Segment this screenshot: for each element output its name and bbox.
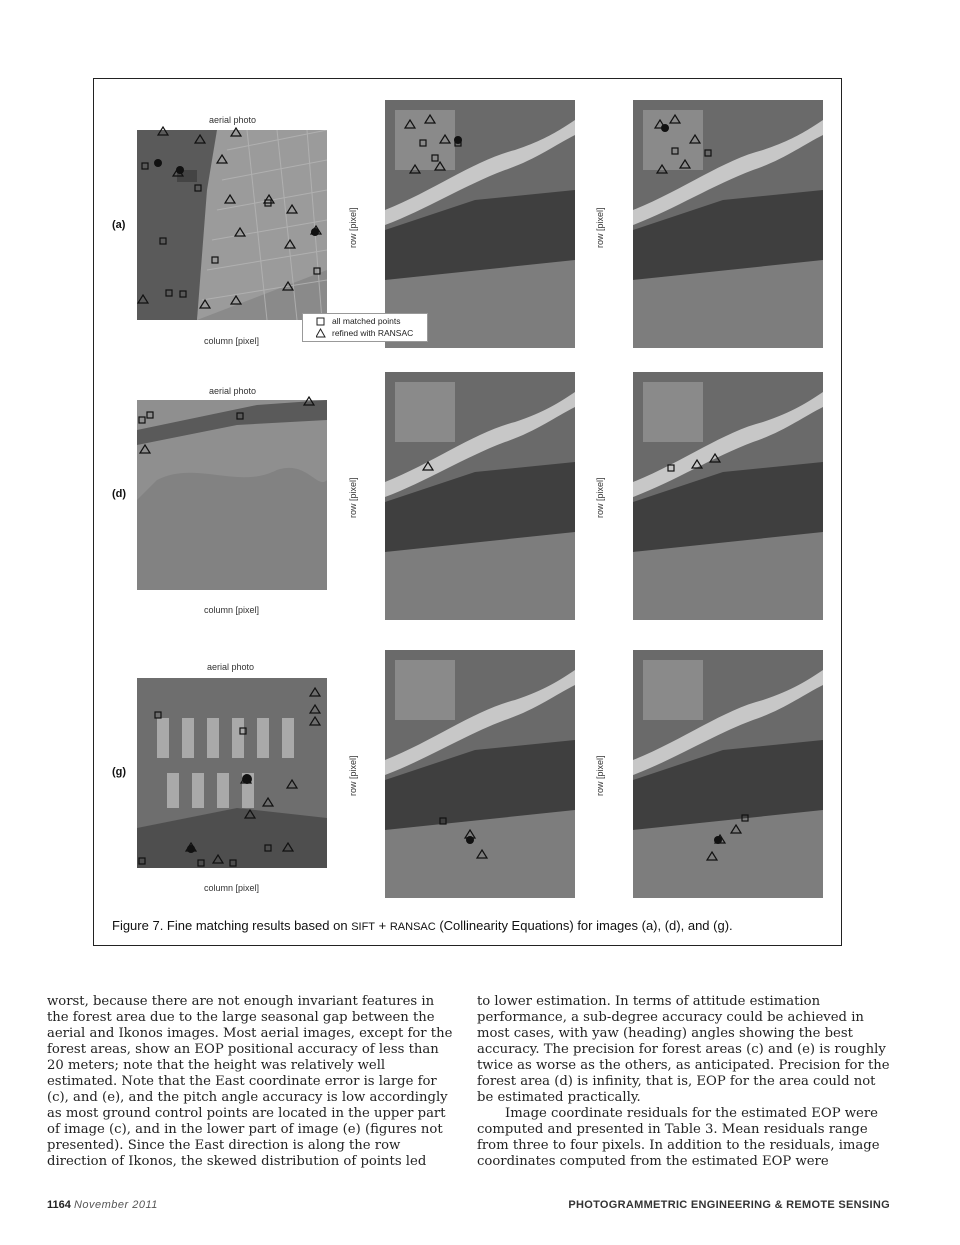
triangle-marker-icon [138,295,148,303]
triangle-marker-icon [477,850,487,858]
triangle-marker-icon [235,228,245,236]
triangle-marker-icon [670,115,680,123]
square-marker-icon [240,728,246,734]
point-cluster [187,845,195,853]
triangle-marker-icon [710,454,720,462]
point-cluster [242,774,252,784]
caption-suffix: (Collinearity Equations) for images (a), (d), and (g). [435,918,733,933]
triangle-marker-icon [310,717,320,725]
figure-caption [112,918,733,933]
square-marker-icon [139,417,145,423]
point-cluster [454,136,462,144]
caption-prefix: Figure 7. Fine matching results based on [112,918,352,933]
triangle-marker-icon [690,135,700,143]
point-cluster [466,836,474,844]
triangle-marker-icon [425,115,435,123]
body-paragraph: worst, because there are not enough invariant features in the forest area due to the large seasonal gap between the aerial and Ikonos images. Most aerial images, except for the forest areas, show an EOP positional accuracy of less than 20 meters; note that the height was relatively well estimated. Note that the East coordinate error is large for (c), and (e), and the pitch angle accuracy is low accordingly as most ground control points are located in the upper part of image (c), and in the lower part of image (e) (figures not presented). Since the East direction is along the row direction of Ikonos, the skewed distribution of points led [47,994,453,1169]
triangle-marker-icon [195,135,205,143]
triangle-marker-icon [410,165,420,173]
aerial-title-g: aerial photo [207,662,255,672]
triangle-marker-icon [405,120,415,128]
square-marker-icon [212,257,218,263]
triangle-marker-icon [285,240,295,248]
triangle-marker-icon [231,296,241,304]
square-marker-icon [139,858,145,864]
triangle-marker-icon [287,780,297,788]
row-label-g2: row [pixel] [595,755,605,796]
square-marker-icon [195,185,201,191]
row-label-d1: row [pixel] [348,477,358,518]
square-marker-icon [440,818,446,824]
point-cluster [311,228,319,236]
point-cluster [714,836,722,844]
square-marker-icon [147,412,153,418]
triangle-marker-icon [200,300,210,308]
triangle-marker-icon [158,127,168,135]
square-marker-icon [420,140,426,146]
body-paragraph: Image coordinate residuals for the estimated EOP were computed and presented in Table 3. Mean residuals range from three to four pixels. In addition to the residuals, image coordinates computed from the estimated EOP were [477,1106,880,1169]
square-marker-icon [237,413,243,419]
triangle-marker-icon [231,128,241,136]
square-marker-icon [314,268,320,274]
row-label-a2: row [pixel] [595,207,605,248]
triangle-marker-icon [440,135,450,143]
triangle-marker-icon [707,852,717,860]
triangle-marker-icon [245,810,255,818]
column-label-g: column [pixel] [204,883,260,893]
footer-page-info [47,1199,158,1211]
square-marker-icon [668,465,674,471]
triangle-marker-icon [225,195,235,203]
triangle-marker-icon [263,798,273,806]
body-left-column [47,994,459,1170]
point-cluster [176,166,184,174]
caption-plus: + [375,918,390,933]
triangle-marker-icon [310,688,320,696]
caption-ransac: RANSAC [389,921,436,933]
triangle-marker-icon [287,205,297,213]
triangle-marker-icon [731,825,741,833]
triangle-marker-icon [283,843,293,851]
panel-letter-g: (g) [112,766,127,778]
square-marker-icon [265,845,271,851]
legend-triangle-label: refined with RANSAC [332,328,414,338]
point-cluster [154,159,162,167]
square-marker-icon [230,860,236,866]
panel-letter-a: (a) [112,219,126,231]
triangle-marker-icon [435,162,445,170]
triangle-marker-icon [680,160,690,168]
caption-sift: SIFT [351,921,376,933]
triangle-marker-icon [213,855,223,863]
issue-date: November 2011 [73,1199,158,1211]
triangle-marker-icon [283,282,293,290]
square-marker-icon [180,291,186,297]
square-marker-icon [705,150,711,156]
triangle-marker-icon [692,460,702,468]
aerial-title-d: aerial photo [209,386,257,396]
column-label-a: column [pixel] [204,336,260,346]
panel-letter-d: (d) [112,488,127,500]
triangle-marker-icon [217,155,227,163]
triangle-marker-icon [657,165,667,173]
square-marker-icon [742,815,748,821]
square-marker-icon [142,163,148,169]
square-marker-icon [160,238,166,244]
triangle-marker-icon [304,397,314,405]
square-marker-icon [155,712,161,718]
triangle-marker-icon [140,445,150,453]
legend-square-label: all matched points [332,316,401,326]
journal-name: PHOTOGRAMMETRIC ENGINEERING & REMOTE SENSING [568,1199,890,1211]
row-label-g1: row [pixel] [348,755,358,796]
point-cluster [661,124,669,132]
aerial-title-a: aerial photo [209,115,257,125]
row-label-a1: row [pixel] [348,207,358,248]
square-marker-icon [166,290,172,296]
square-marker-icon [672,148,678,154]
triangle-marker-icon [310,705,320,713]
triangle-marker-icon [423,462,433,470]
column-label-d: column [pixel] [204,605,260,615]
body-paragraph: to lower estimation. In terms of attitude estimation performance, a sub-degree accuracy could be achieved in most cases, with yaw (heading) angles showing the best accuracy. The precision for forest areas (c) and (e) is roughly twice as worse as the others, as anticipated. Precision for the forest area (d) is infinity, that is, EOP for the area could not be estimated practically. [477,994,890,1105]
row-label-d2: row [pixel] [595,477,605,518]
page-number: 1164 [47,1199,71,1211]
square-marker-icon [432,155,438,161]
square-marker-icon [198,860,204,866]
body-right-column [477,994,895,1170]
